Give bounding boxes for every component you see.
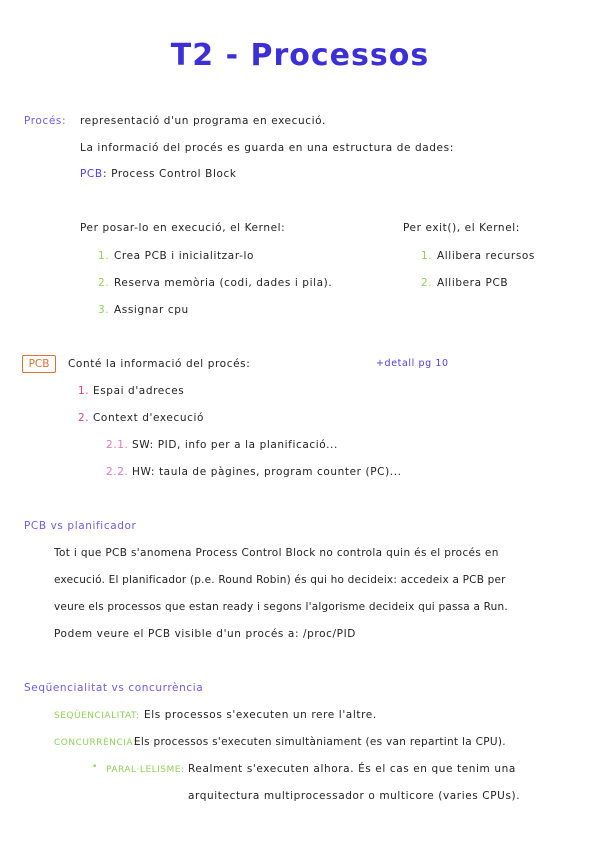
list-item-number: 1.	[98, 250, 110, 262]
list-item-number: 2.	[421, 277, 433, 289]
list-item: Espai d'adreces	[93, 385, 185, 397]
paragraph-line: veure els processos que estan ready i segons l'algorisme decideix qui passa a Run.	[54, 601, 508, 613]
list-subitem-number: 2.2.	[106, 466, 129, 478]
sequencialitat-text: Els processos s'executen un rere l'altre.	[144, 709, 377, 721]
paragraph-line: Podem veure el PCB visible d'un procés a: /proc/PID	[54, 628, 356, 640]
pcb-box-label: PCB	[22, 355, 56, 373]
section-heading: Seqüencialitat vs concurrència	[24, 682, 204, 694]
parallelisme-label: PARAL·LELISME:	[106, 765, 185, 775]
page-title: T2 - Processos	[170, 38, 430, 73]
concurrencia-label: CONCURRÈNCIA:	[54, 738, 137, 748]
kernel-exit-heading: Per exit(), el Kernel:	[403, 222, 520, 234]
paragraph-line: Tot i que PCB s'anomena Process Control Block no controla quin és el procés en	[54, 547, 499, 559]
proces-label: Procés:	[24, 115, 67, 127]
list-item-number: 2.	[78, 412, 90, 424]
pcb-label: PCB	[80, 168, 103, 180]
parallelisme-text-cont: arquitectura multiprocessador o multicore (varies CPUs).	[188, 790, 521, 802]
parallelisme-text: Realment s'executen alhora. És el cas en que tenim una	[188, 763, 516, 775]
section-heading: PCB vs planificador	[24, 520, 137, 532]
sequencialitat-label: SEQÜENCIALITAT:	[54, 711, 140, 721]
list-item-number: 3.	[98, 304, 110, 316]
list-item: Allibera recursos	[437, 250, 536, 262]
bullet-icon: •	[92, 762, 98, 772]
concurrencia-text: Els processos s'executen simultàniament (es van repartint la CPU).	[134, 736, 506, 748]
list-item: Crea PCB i inicialitzar-lo	[114, 250, 254, 262]
paragraph-line: execució. El planificador (p.e. Round Robin) és qui ho decideix: accedeix a PCB per	[54, 574, 506, 586]
list-item-number: 1.	[421, 250, 433, 262]
proces-definition: representació d'un programa en execució.	[80, 115, 326, 127]
list-subitem: HW: taula de pàgines, program counter (PC)...	[132, 466, 402, 478]
kernel-exec-heading: Per posar-lo en execució, el Kernel:	[80, 222, 286, 234]
list-item-number: 2.	[98, 277, 110, 289]
list-item: Context d'execució	[93, 412, 204, 424]
list-subitem-number: 2.1.	[106, 439, 129, 451]
info-text: La informació del procés es guarda en una estructura de dades:	[80, 142, 454, 154]
pcb-expansion: : Process Control Block	[103, 168, 237, 180]
list-item: Reserva memòria (codi, dades i pila).	[114, 277, 333, 289]
list-item-number: 1.	[78, 385, 90, 397]
list-subitem: SW: PID, info per a la planificació...	[132, 439, 338, 451]
list-item: Assignar cpu	[114, 304, 189, 316]
detail-note: +detall pg 10	[376, 358, 449, 369]
list-item: Allibera PCB	[437, 277, 509, 289]
pcb-contains-text: Conté la informació del procés:	[68, 358, 251, 370]
